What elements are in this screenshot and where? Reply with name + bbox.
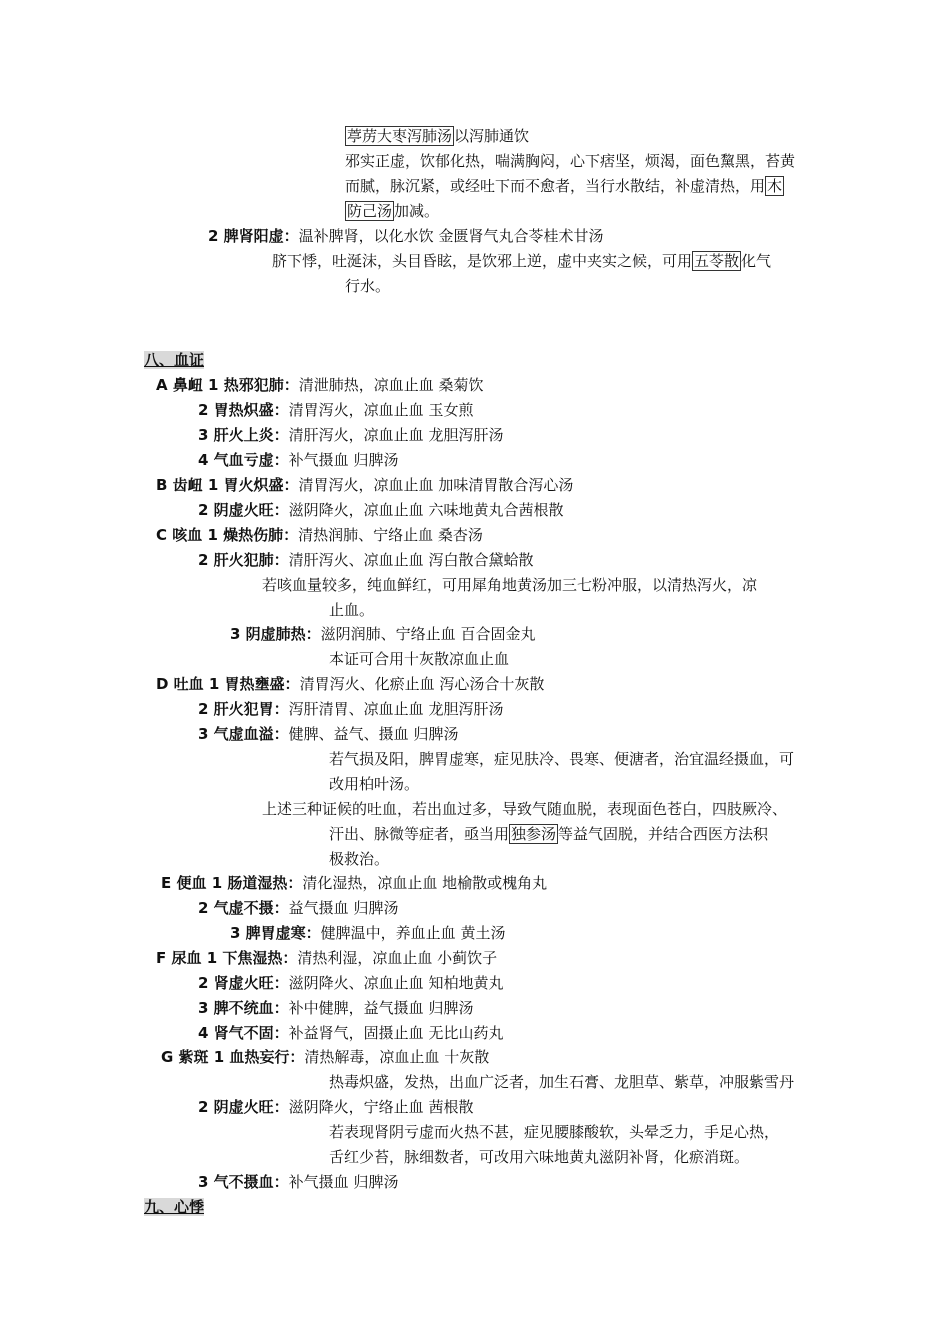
formula-box: 木 [767, 177, 783, 195]
top-line-4: 防己汤 加减。 [347, 202, 440, 220]
C-note-2: 止血。 [329, 601, 375, 619]
F-line-1: F 尿血 1 下焦湿热：清热利湿，凉血止血 小蓟饮子 [156, 949, 498, 967]
formula-box: 独参汤 [511, 825, 557, 843]
A-line-3: 3 肝火上炎：清肝泻火，凉血止血 龙胆泻肝汤 [198, 426, 504, 444]
top-line-2: 邪实正虚，饮郁化热，喘满胸闷，心下痞坚，烦渴，面色黧黑，苔黄 [345, 152, 796, 170]
G-line-3: 3 气不摄血：补气摄血 归脾汤 [198, 1173, 399, 1191]
D-summary-3: 极救治。 [329, 850, 390, 868]
B-line-1: B 齿衄 1 胃火炽盛：清胃泻火，凉血止血 加味清胃散合泻心汤 [156, 476, 574, 494]
C-note-3: 本证可合用十灰散凉血止血 [329, 650, 510, 668]
G-note-2: 若表现肾阴亏虚而火热不甚，症见腰膝酸软，头晕乏力，手足心热， [329, 1123, 780, 1141]
D-line-1: D 吐血 1 胃热壅盛：清胃泻火、化瘀止血 泻心汤合十灰散 [156, 675, 545, 693]
formula-box: 五苓散 [694, 252, 740, 270]
F-line-4: 4 肾气不固：补益肾气，固摄止血 无比山药丸 [198, 1024, 504, 1042]
F-line-2: 2 肾虚火旺：滋阴降火、凉血止血 知柏地黄丸 [198, 974, 504, 992]
section-title-palpitation: 九、心悸 [144, 1198, 205, 1216]
F-line-3: 3 脾不统血：补中健脾，益气摄血 归脾汤 [198, 999, 474, 1017]
E-line-1: E 便血 1 肠道湿热：清化湿热，凉血止血 地榆散或槐角丸 [161, 874, 548, 892]
A-line-2: 2 胃热炽盛：清胃泻火，凉血止血 玉女煎 [198, 401, 474, 419]
D-summary-2: 汗出、脉微等症者，亟当用 独参汤 等益气固脱，并结合西医方法积 [329, 825, 769, 843]
G-line-2: 2 阴虚火旺：滋阴降火，宁络止血 茜根散 [198, 1098, 474, 1116]
G-line-1: G 紫斑 1 血热妄行：清热解毒，凉血止血 十灰散 [161, 1048, 490, 1066]
E-line-2: 2 气虚不摄：益气摄血 归脾汤 [198, 899, 399, 917]
A-line-4: 4 气血亏虚：补气摄血 归脾汤 [198, 451, 399, 469]
top-line-3: 而腻，脉沉紧，或经吐下而不愈者，当行水散结，补虚清热，用 木 [345, 177, 783, 195]
C-line-2: 2 肝火犯肺：清肝泻火、凉血止血 泻白散合黛蛤散 [198, 551, 534, 569]
D-note-1: 若气损及阳，脾胃虚寒，症见肤冷、畏寒、便溏者，治宜温经摄血，可 [329, 750, 795, 768]
D-summary-1: 上述三种证候的吐血，若出血过多，导致气随血脱，表现面色苍白，四肢厥冷、 [262, 800, 788, 818]
top-line-1: 葶苈大枣泻肺汤 以泻肺通饮 [347, 127, 530, 145]
D-note-2: 改用柏叶汤。 [329, 775, 420, 793]
formula-box: 葶苈大枣泻肺汤 [347, 127, 453, 145]
E-line-3: 3 脾胃虚寒：健脾温中，养血止血 黄土汤 [230, 924, 506, 942]
formula-box: 防己汤 [347, 202, 393, 220]
G-note-1: 热毒炽盛，发热，出血广泛者，加生石膏、龙胆草、紫草，冲服紫雪丹 [329, 1073, 795, 1091]
C-line-3: 3 阴虚肺热：滋阴润肺、宁络止血 百合固金丸 [230, 625, 536, 643]
C-note-1: 若咳血量较多，纯血鲜红，可用犀角地黄汤加三七粉冲服，以清热泻火，凉 [262, 576, 758, 594]
D-line-2: 2 肝火犯胃：泻肝清胃、凉血止血 龙胆泻肝汤 [198, 700, 504, 718]
top-line-7: 行水。 [345, 277, 391, 295]
section-title-blood: 八、血证 [144, 351, 205, 369]
B-line-2: 2 阴虚火旺：滋阴降火，凉血止血 六味地黄丸合茜根散 [198, 501, 564, 519]
G-note-3: 舌红少苔，脉细数者，可改用六味地黄丸滋阴补肾，化瘀消斑。 [329, 1148, 750, 1166]
top-line-6: 脐下悸，吐涎沫，头目昏眩，是饮邪上逆，虚中夹实之候，可用 五苓散 化气 [272, 252, 772, 270]
pi-shen-yang-xu: 2 脾肾阳虚：温补脾肾，以化水饮 金匮肾气丸合苓桂术甘汤 [208, 227, 604, 245]
C-line-1: C 咳血 1 燥热伤肺：清热润肺、宁络止血 桑杏汤 [156, 526, 483, 544]
D-line-3: 3 气虚血溢：健脾、益气、摄血 归脾汤 [198, 725, 459, 743]
A-line-1: A 鼻衄 1 热邪犯肺：清泄肺热，凉血止血 桑菊饮 [156, 376, 484, 394]
